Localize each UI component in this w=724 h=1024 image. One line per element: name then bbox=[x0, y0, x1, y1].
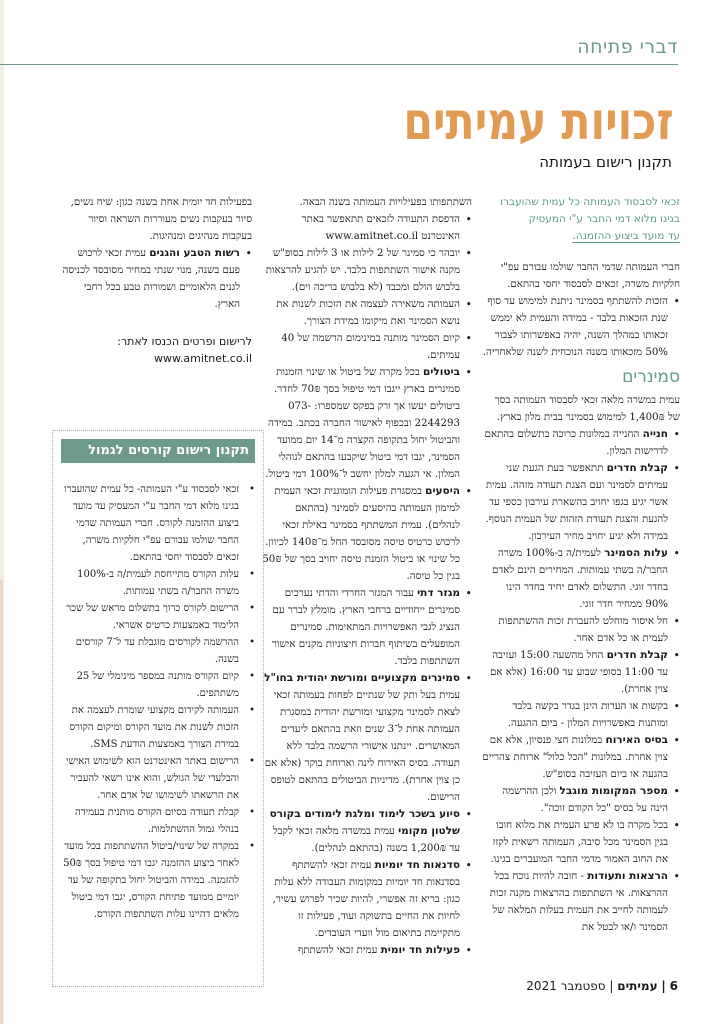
list-item-text: עמית במשרה מלאה זכאי לקבל עד 1,200₪ בשנה (בהתאם לנהלים). bbox=[272, 826, 460, 854]
list-item-text: עמית בעל ותק של שנתיים לפחות בעמותה זכאי לצאת לסמינר מקצועי ומורשת יהודית במסגרת העמותה אחת ל־3 שנים וזאת בהתאם ליעדים המאושרים. יינתנו אישורי הרשמה בלבד ללא תעודה. בסיס האירוח לינה וארוחת בוקר (אלא אם כן צוין אחרת). מדיניות הביטולים בהתאם לטופס הרישום. bbox=[264, 690, 460, 803]
list-item-keyword: קבלת חדרים bbox=[606, 649, 668, 661]
list-item bbox=[262, 483, 460, 585]
issue-date: ספטמבר 2021 bbox=[526, 979, 606, 993]
footer-separator: | bbox=[609, 979, 614, 993]
list-item-keyword: סיוע בשכר לימוד ומלגת לימודים בקורס שלטון מקומי bbox=[269, 808, 460, 837]
column-middle bbox=[262, 194, 472, 959]
intro-line: בגינו מלוא דמי החבר ע"י המעסיק bbox=[528, 213, 680, 225]
list-item-text: בקשות או הערות הינן בגדר בקשה בלבד ומותנות באפשרויות המלון - ביום ההגעה. bbox=[507, 701, 668, 729]
list-item bbox=[262, 806, 460, 857]
list-item-keyword: סדנאות חד יומיות bbox=[374, 859, 460, 871]
list-item: • קיום הקורס מותנה במספר מינימלי של 25 משתתפים. bbox=[61, 668, 239, 702]
list-item bbox=[262, 330, 460, 364]
footer-separator: | bbox=[661, 979, 666, 993]
bullet-list bbox=[482, 293, 680, 361]
page-title: זכויות עמיתים bbox=[403, 92, 674, 152]
list-item-text: לעמית/ה ב-100% משרה החבר/ה בשתי עמותות. המחירים הינם לאדם בחדר זוגי. התשלום לאדם יחיד בחדר הינו 90% ממחיר חדר זוגי. bbox=[492, 548, 668, 610]
list-item-keyword: היסעים bbox=[425, 485, 460, 497]
intro-line: זכאי לסבסוד העמותה כל עמית שהועברו bbox=[500, 196, 680, 208]
course-rules-title: תקנון רישום קורסים לגמול bbox=[61, 439, 255, 463]
list-item-text: החל מהשעה 15:00 ועזיבה עד 11:00 בסופי שבוע עד 16:00 (אלא אם צוין אחרת). bbox=[490, 650, 668, 695]
list-item bbox=[482, 647, 668, 698]
column-left bbox=[62, 194, 252, 367]
list-item-text: במלונות חצי פנסיון, אלא אם צוין אחרת. במלונות "הכל כלול" ארוחת צהריים בהגעה או ביום העזיבה בסופ"ש. bbox=[482, 735, 668, 780]
list-item bbox=[262, 364, 460, 483]
list-item: • הרישום לקורס כרוך בתשלום מראש של שכר הלימוד באמצעות כרטיס אשראי. bbox=[61, 600, 239, 634]
list-item bbox=[482, 460, 668, 545]
seminar-rules-list-cont bbox=[262, 211, 472, 959]
list-item bbox=[262, 245, 460, 296]
list-item: • קבלת תעודה בסיום הקורס מותנית בעמידה בנהלי גמול ההשתלמות. bbox=[61, 804, 239, 838]
list-item bbox=[482, 732, 668, 783]
list-item-text: בכל מקרה בו לא פרע העמית את מלוא חובו בגין הסמינר מכל סיבה, העמותה רשאית לקזז את החוב האמור מדמי החבר המועברים בגינו. bbox=[490, 820, 668, 865]
list-item-text: בכל מקרה של ביטול או שינוי הזמנות סמינרים בארץ ייגבו דמי טיפול בסך 70₪ לחדר. ביטולים יעשו אך ורק בפקס שמספרו: 073-2244293 ובכפוף לאישור החברה בכתב. במידה והביטול יחול בתקופה הקצרה מ־14 יום ממועד הסמינר, יגבו דמי ביטול שיקבעו בהתאם לנוהלי המלון. אי הגעה למלון יחשב ל־100% דמי ביטול. bbox=[265, 367, 460, 480]
list-item: • במקרה של שינוי/ביטול ההשתתפות בכל מועד לאחר ביצוע ההזמנה יגבו דמי טיפול בסך 50₪ להזמנה. במידה והביטול יחול בתקופה של עד יומיים ממועד פתיחת הקורס, יגבו דמי ביטול מלאים דהיינו עלות השתתפות הקורס. bbox=[61, 838, 239, 923]
intro-line-underlined: עד מועד ביצוע ההזמנה. bbox=[572, 230, 680, 242]
list-item-keyword: פעילות חד יומית bbox=[380, 944, 460, 956]
list-item bbox=[482, 545, 668, 613]
list-item bbox=[262, 585, 460, 670]
section-divider bbox=[0, 64, 678, 65]
seminar-rules-list bbox=[482, 426, 680, 936]
list-item-text: חל איסור מוחלט להעברת זכות ההשתתפות לעמית או כל אדם אחר. bbox=[498, 616, 668, 644]
section-tag: דברי פתיחה bbox=[577, 36, 678, 58]
list-item: • עלות הקורס מתייחסת לעמית/ה ב-100% משרה החבר/ה בשתי עמותות. bbox=[61, 566, 239, 600]
page-number: 6 bbox=[669, 979, 678, 993]
list-item-text: החנייה במלונות כרוכה בתשלום בהתאם לדרישות המלון. bbox=[484, 429, 668, 457]
course-rules-list bbox=[61, 481, 255, 923]
list-item bbox=[482, 698, 668, 732]
list-item-keyword: רשות הטבע והגנים bbox=[149, 247, 240, 259]
list-item bbox=[482, 868, 668, 936]
list-item bbox=[482, 613, 668, 647]
list-item-text: עמית זכאי להשתתף bbox=[298, 945, 381, 956]
page-footer bbox=[526, 979, 678, 993]
list-item-text: במסגרת פעילות הומוגנית זכאי העמית למימון העמותה בהיסעים לסמינר (בהתאם לנהלים). עמית המשתתף בסמינר באילת זכאי לרכוש כרטיס טיסה מסובסד החל מ־140₪ לכיוון. כל שינוי או ביטול הזמנת טיסה יחויב בסך של 50₪ בגין כל טיסה. bbox=[262, 486, 460, 582]
column-right bbox=[482, 194, 680, 936]
seminars-heading: סמינרים bbox=[622, 367, 680, 387]
list-item bbox=[482, 817, 668, 868]
registration-info bbox=[62, 333, 252, 367]
registration-label: לרישום ופרטים הכנסו לאתר: bbox=[117, 335, 252, 348]
course-rules-body bbox=[61, 481, 255, 923]
list-item bbox=[482, 426, 668, 460]
paragraph: בפעילות חד יומית אחת בשנה כגון: שיח נשים, סיור בעקבות נשים מעוררות השראה וסיור בעקבות מנהיגים ומנהיגות. bbox=[70, 197, 252, 242]
list-item-keyword: חנייה bbox=[642, 428, 668, 440]
list-item-text: עבור המגזר החרדי והדתי נערכים סמינרים ייחודיים ברחבי הארץ. מומלץ לברר עם הנציג לגבי האפשרויות המתאימות. סמינרים המופעלים בשיתוף חברות חיצוניות מקנים אישור השתתפות בלבד. bbox=[271, 588, 460, 667]
list-item: • הזכות להשתתף בסמינר ניתנת למימוש עד סוף שנת הזכאות בלבד - במידה והעמית לא יממש זכאותו במהלך השנה, יהיה באפשרותו לצבור 50% מזכאותו בשנה הנוכחית לשנה שלאחריה. bbox=[482, 293, 668, 361]
magazine-name: עמיתים bbox=[617, 979, 658, 993]
list-item-text: יובהר כי סמינר של 2 לילות או 3 לילות בסופ"ש מקנה אישור השתתפות בלבד. יש להגיע להרצאות בלבוש הולם ומכבד (לא בלבוש בריכה וים). bbox=[265, 248, 460, 293]
list-item-text: הדפסת התעודה לזכאים תתאפשר באתר האינטרנט www.amitnet.co.il bbox=[301, 214, 460, 242]
page-subtitle: תקנון רישום בעמותה bbox=[539, 153, 672, 171]
intro-highlight bbox=[482, 194, 680, 245]
list-item bbox=[262, 857, 460, 942]
list-item-keyword: קבלת חדרים bbox=[606, 462, 668, 474]
list-item: • זכאי לסבסוד ע"י העמותה- כל עמית שהועברו בגינו מלוא דמי החבר ע"י המעסיק עד מועד ביצוע ההזמנה לקורס. חברי העמותה שדמי החבר שולמו עבורם עפ"י חלקיות משרה, זכאים לסבסוד יחסי בהתאם. bbox=[61, 481, 239, 566]
list-item bbox=[262, 296, 460, 330]
list-item-text: עמית זכאי להשתתף בסדנאות חד יומיות במקומות העבודה ללא עלות כגון: בריא זה אפשרי, להיות שכיר לפרוש עשיר, לחיות את החיים בתשוקה ועוד, פעילות זו מתקיימת בתיאום מול וועדי העובדים. bbox=[272, 860, 460, 939]
list-item-keyword: מספר המקומות מוגבל bbox=[559, 785, 668, 797]
list-item-keyword: מגזר דתי bbox=[417, 587, 460, 599]
list-item-keyword: בסיס האירוח bbox=[605, 734, 668, 746]
registration-link[interactable]: www.amitnet.co.il bbox=[153, 352, 252, 365]
list-item-text: תתאפשר בעת הגעת שני עמיתים לסמינר ועם הצגת תעודה מזהה. עמית אשר יגיע בגפו יחויב בהשארת עירבון כספי עד להגעת והצגת תעודת הזהות של העמית הנוסף. במידה ולא יגיע יחויב מחיר העירבון. bbox=[485, 463, 668, 542]
list-item bbox=[262, 670, 460, 806]
list-item-keyword: הרצאות ותעודות bbox=[587, 870, 668, 882]
list-item-text: ולכן ההרשמה הינה על בסיס "כל הקודם זוכה". bbox=[502, 786, 668, 814]
list-item-text: העמותה משאירה לעצמה את הזכות לשנות את נושא הסמינר ואת מיקומו במידת הצורך. bbox=[276, 299, 460, 327]
paragraph: השתתפותו בפעילויות העמותה בשנה הבאה. bbox=[299, 197, 472, 208]
list-item: • הרישום באתר האינטרנט הוא לשימוש האישי והבלעדי של הגולש, והוא אינו רשאי להעביר את הרשאתו לשימושו של אדם אחר. bbox=[61, 753, 239, 804]
course-rules-box bbox=[52, 430, 264, 987]
paragraph: עמית במשרה מלאה זכאי לסבסוד העמותה בסך של 1,400₪ למימוש בסמינר בבית מלון בארץ. bbox=[494, 395, 680, 423]
list-item: • העמותה לקידום מקצועי שומרת לעצמה את הזכות לשנות את מועד הקורס ומיקום הקורס במידת הצורך באמצעות הודעת SMS. bbox=[61, 702, 239, 753]
list-item bbox=[62, 245, 240, 313]
list-item-text: - חובה להיות נוכח בכל ההרצאות. אי השתתפות בהרצאות מקנה זכות לעמותה לחייב את העמית בעלות המלאה של הסמינר ו/או לבטל את bbox=[489, 871, 668, 933]
list-item-keyword: ביטולים bbox=[423, 366, 460, 378]
list-item bbox=[262, 942, 460, 959]
paragraph: חברי העמותה שדמי החבר שולמו עבורם עפ"י חלקיות משרה, זכאים לסבסוד יחסי בהתאם. bbox=[500, 262, 680, 290]
list-item-keyword: עלות הסמינר bbox=[604, 547, 668, 559]
list-item-keyword: סמינרים מקצועיים ומורשת יהודית בחו"ל bbox=[264, 672, 460, 684]
list-item-text: קיום הסמינר מותנה במינימום הרשמה של 40 עמיתים. bbox=[281, 333, 460, 361]
list-item bbox=[482, 783, 668, 817]
page-edge-decoration-lower bbox=[0, 580, 3, 1024]
list-item bbox=[262, 211, 460, 245]
list-item: • ההרשמה לקורסים מוגבלת עד ל־7 קורסים בשנה. bbox=[61, 634, 239, 668]
list-item-text: עמית זכאי לרכוש פעם בשנה, מנוי שנתי במחיר מסובסד לכניסה לגנים הלאומיים ושמורות טבע בכל רחבי הארץ. bbox=[62, 248, 240, 310]
benefits-list bbox=[62, 245, 252, 313]
